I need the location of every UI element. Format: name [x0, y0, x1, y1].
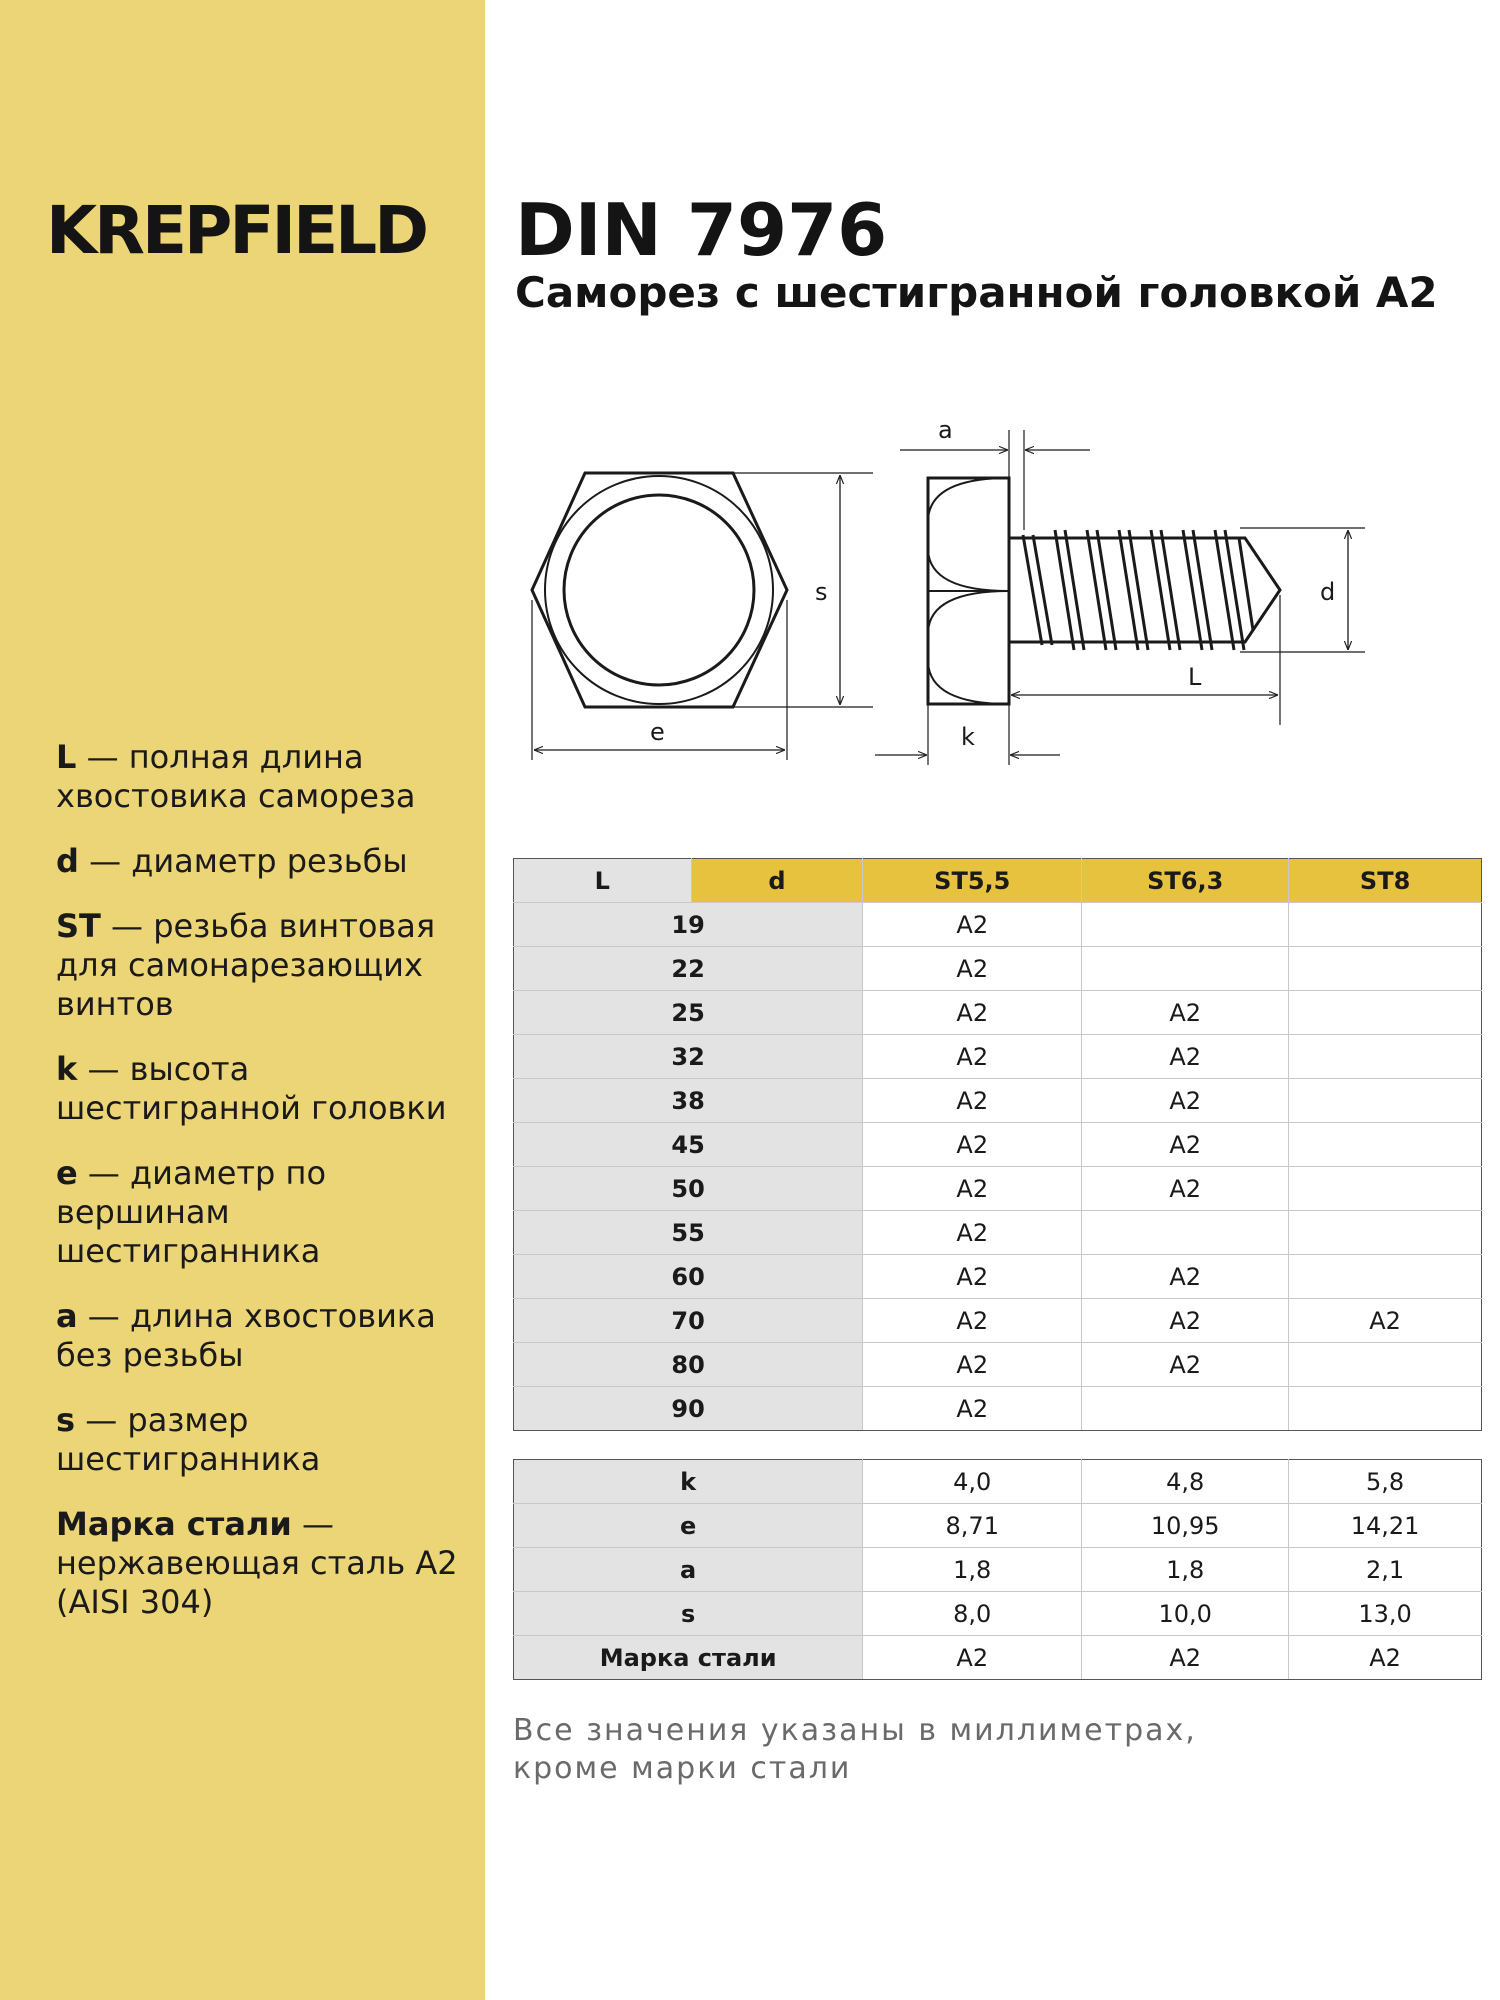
row-label: a — [514, 1548, 863, 1592]
table-cell: A2 — [863, 903, 1082, 947]
table-cell — [1289, 991, 1482, 1035]
legend-item — [56, 1505, 476, 1622]
table-cell — [1289, 1123, 1482, 1167]
legend-item — [56, 842, 476, 881]
table-cell: 1,8 — [863, 1548, 1082, 1592]
legend — [56, 738, 476, 1648]
size-availability-table — [513, 858, 1482, 1431]
table-cell — [1289, 947, 1482, 991]
legend-item — [56, 1297, 476, 1375]
legend-text: — размер шестигранника — [56, 1401, 321, 1478]
row-label: 55 — [514, 1211, 863, 1255]
hex-inner-circle — [564, 495, 754, 685]
row-label: s — [514, 1592, 863, 1636]
table-cell: A2 — [1082, 1299, 1289, 1343]
legend-key: Марка стали — [56, 1505, 292, 1543]
table-cell — [1082, 1211, 1289, 1255]
table-header-row — [514, 859, 1482, 903]
table-cell — [1289, 1035, 1482, 1079]
table-cell — [1289, 1343, 1482, 1387]
page-subtitle: Саморез с шестигранной головкой А2 — [515, 268, 1438, 317]
footnote-line: Все значения указаны в миллиметрах, — [513, 1713, 1197, 1748]
legend-text: — полная длина хвостовика самореза — [56, 738, 416, 815]
table-row — [514, 1460, 1482, 1504]
table-cell: A2 — [863, 991, 1082, 1035]
table-cell: A2 — [863, 1123, 1082, 1167]
table-cell: A2 — [1082, 1255, 1289, 1299]
hex-outer-circle — [545, 476, 773, 704]
table-cell — [1289, 1255, 1482, 1299]
legend-key: L — [56, 738, 77, 776]
legend-text: — длина хвостовика без резьбы — [56, 1297, 436, 1374]
table-cell: A2 — [863, 1255, 1082, 1299]
table-cell: A2 — [1289, 1636, 1482, 1680]
table-cell: A2 — [863, 1167, 1082, 1211]
page-title: DIN 7976 — [515, 188, 888, 272]
table-row — [514, 991, 1482, 1035]
sidebar — [0, 0, 485, 2000]
table-cell: 5,8 — [1289, 1460, 1482, 1504]
screw-technical-drawing — [505, 410, 1490, 790]
table-row — [514, 1035, 1482, 1079]
row-label: k — [514, 1460, 863, 1504]
row-label: 38 — [514, 1079, 863, 1123]
header-st8: ST8 — [1289, 859, 1482, 903]
table-row — [514, 1079, 1482, 1123]
table-row — [514, 1299, 1482, 1343]
table-cell: 4,0 — [863, 1460, 1082, 1504]
table-cell — [1082, 1387, 1289, 1431]
header-st63: ST6,3 — [1082, 859, 1289, 903]
table-cell — [1289, 1387, 1482, 1431]
table-cell: 14,21 — [1289, 1504, 1482, 1548]
table-cell: A2 — [863, 1387, 1082, 1431]
dimensions-table — [513, 1459, 1482, 1680]
brand-logo: KREPFIELD — [46, 192, 426, 269]
table-cell: 8,0 — [863, 1592, 1082, 1636]
row-label: 90 — [514, 1387, 863, 1431]
table-cell: 1,8 — [1082, 1548, 1289, 1592]
table-cell: 8,71 — [863, 1504, 1082, 1548]
legend-key: k — [56, 1050, 78, 1088]
label-L: L — [1188, 663, 1202, 691]
header-L: L — [514, 859, 692, 903]
row-label: 19 — [514, 903, 863, 947]
row-label: 60 — [514, 1255, 863, 1299]
footnote-line: кроме марки стали — [513, 1751, 852, 1786]
legend-text: — диаметр резьбы — [78, 842, 408, 880]
row-label: 25 — [514, 991, 863, 1035]
table-cell — [1082, 947, 1289, 991]
legend-key: e — [56, 1154, 78, 1192]
legend-key: ST — [56, 907, 101, 945]
table-cell: 2,1 — [1289, 1548, 1482, 1592]
label-e: e — [650, 718, 665, 746]
legend-item — [56, 738, 476, 816]
label-s: s — [815, 578, 828, 606]
table-cell: 10,0 — [1082, 1592, 1289, 1636]
label-a: a — [938, 416, 953, 444]
legend-text: — высота шестигранной головки — [56, 1050, 447, 1127]
table-cell: A2 — [863, 1079, 1082, 1123]
table-cell: 4,8 — [1082, 1460, 1289, 1504]
label-k: k — [961, 723, 975, 751]
row-label: 45 — [514, 1123, 863, 1167]
table-cell: A2 — [863, 1035, 1082, 1079]
table-cell: 10,95 — [1082, 1504, 1289, 1548]
table-cell: A2 — [1082, 1035, 1289, 1079]
table-cell: A2 — [1289, 1299, 1482, 1343]
row-label: 80 — [514, 1343, 863, 1387]
table-cell — [1289, 1211, 1482, 1255]
row-label: 50 — [514, 1167, 863, 1211]
table-cell: A2 — [863, 1211, 1082, 1255]
table-row — [514, 947, 1482, 991]
table-cell — [1289, 1167, 1482, 1211]
row-label: Марка стали — [514, 1636, 863, 1680]
footnote — [513, 1712, 1197, 1788]
hex-head-top-view — [532, 473, 787, 707]
table-cell: A2 — [863, 1299, 1082, 1343]
table-cell: A2 — [1082, 1636, 1289, 1680]
table-row — [514, 1123, 1482, 1167]
table-cell: 13,0 — [1289, 1592, 1482, 1636]
table-cell: A2 — [1082, 991, 1289, 1035]
row-label: 22 — [514, 947, 863, 991]
header-st55: ST5,5 — [863, 859, 1082, 903]
table-cell — [1082, 903, 1289, 947]
row-label: e — [514, 1504, 863, 1548]
legend-item — [56, 1401, 476, 1479]
table-cell: A2 — [1082, 1079, 1289, 1123]
table-cell: A2 — [1082, 1123, 1289, 1167]
table-row — [514, 1343, 1482, 1387]
table-row — [514, 1592, 1482, 1636]
table-cell — [1289, 1079, 1482, 1123]
table-row — [514, 1167, 1482, 1211]
table-row — [514, 1548, 1482, 1592]
legend-key: s — [56, 1401, 76, 1439]
legend-text: — резьба винтовая для самонарезающих винтов — [56, 907, 436, 1023]
legend-text: — диаметр по вершинам шестигранника — [56, 1154, 327, 1270]
table-row — [514, 1636, 1482, 1680]
table-row — [514, 1211, 1482, 1255]
row-label: 70 — [514, 1299, 863, 1343]
table-cell — [1289, 903, 1482, 947]
table-cell: A2 — [863, 1343, 1082, 1387]
table-row — [514, 1504, 1482, 1548]
table-cell: A2 — [1082, 1167, 1289, 1211]
legend-key: a — [56, 1297, 78, 1335]
header-d: d — [691, 859, 863, 903]
table-row — [514, 1387, 1482, 1431]
screw-thread — [1023, 530, 1253, 650]
table-cell: A2 — [863, 947, 1082, 991]
table-cell: A2 — [863, 1636, 1082, 1680]
label-d: d — [1320, 578, 1336, 606]
table-row — [514, 903, 1482, 947]
table-cell: A2 — [1082, 1343, 1289, 1387]
legend-item — [56, 1050, 476, 1128]
table-row — [514, 1255, 1482, 1299]
legend-item — [56, 1154, 476, 1271]
legend-item — [56, 907, 476, 1024]
legend-text: — нержавеющая сталь А2 (AISI 304) — [56, 1505, 458, 1621]
row-label: 32 — [514, 1035, 863, 1079]
legend-key: d — [56, 842, 79, 880]
